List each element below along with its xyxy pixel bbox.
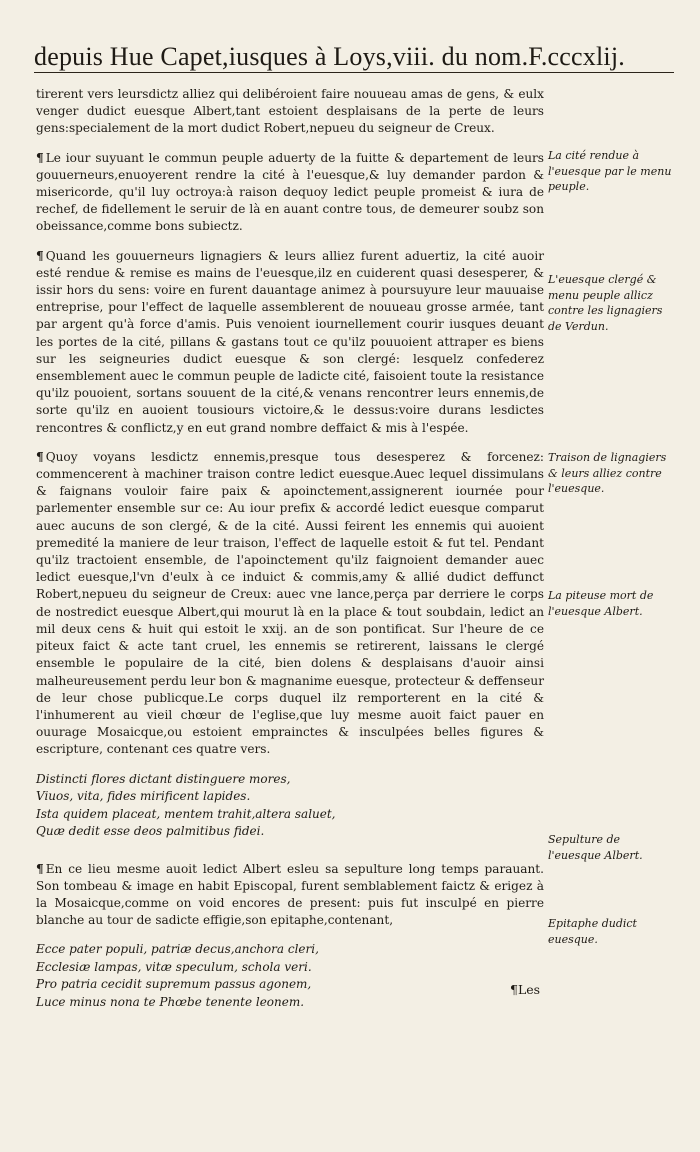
margin-note: La piteuse mort de l'euesque Albert. xyxy=(548,589,654,618)
margin-note: La cité rendue à l'euesque par le menu peuple. xyxy=(548,149,672,193)
pilcrow-4: ¶ xyxy=(36,861,44,876)
verse-line: Distincti flores dictant distinguere mores, xyxy=(36,771,291,786)
verse-line: Ecce pater populi, patriæ decus,anchora cleri, xyxy=(36,942,319,957)
main-text-column xyxy=(36,86,544,1031)
verse-line: Ecclesiæ lampas, vitæ speculum, schola veri. xyxy=(36,959,312,974)
paragraph-4 xyxy=(36,861,544,930)
margin-note: Epitaphe dudict euesque. xyxy=(548,917,637,946)
paragraph-1 xyxy=(36,150,544,236)
catchword: ¶Les xyxy=(510,982,541,997)
paragraph-3 xyxy=(36,449,544,759)
paragraph-2 xyxy=(36,248,544,437)
pilcrow-2: ¶ xyxy=(36,248,44,263)
margin-note: L'euesque clergé & menu peuple allicz contre les lignagiers de Verdun. xyxy=(548,273,663,333)
margin-note: Traison de lignagiers & leurs alliez contre l'euesque. xyxy=(548,451,667,495)
epitaph-verse xyxy=(36,941,544,1011)
mosaic-verse xyxy=(36,771,544,841)
pilcrow-1: ¶ xyxy=(36,150,44,165)
paragraph-4-text: En ce lieu mesme auoit ledict Albert esleu sa sepulture long temps parauant. Son tombeau & image en habit Episcopal, furent semblablement faictz & erigez à la Mosaicque,comme on void encores de present: puis fut insculpé en pierre blanche au tour de sadicte effigie,son epitaphe,contenant, xyxy=(36,861,544,928)
running-header: depuis Hue Capet,iusques à Loys,viii. du nom.F.cccxlij. xyxy=(34,42,674,73)
paragraph-3-text: Quoy voyans lesdictz ennemis,presque tous desesperez & forcenez: commencerent à machiner traison contre ledict euesque.Auec lequel dissimulans & faignans vouloir faire paix & apoinctement,assignerent iournée pour parlementer ensemble sur ce: Au iour prefix & accordé ledict euesque comparut auec aucuns de son clergé, & de la cité. Aussi feirent les ennemis qui auoient premedité la maniere de leur traison, l'effect de laquelle estoit & fut tel. Pendant qu'ilz tractoient ensemble, de l'apoinctement qu'ilz faignoient demander auec ledict euesque,l'vn d'eulx à ce induict & commis,amy & allié dudict deffunct Robert,nepueu du seigneur de Creux: auec vne lance,perça par derriere le corps de nostredict euesque Albert,qui mourut là en la place & tout soubdain, ledict an mil deux cens & huit qui estoit le xxij. an de son pontificat. Sur l'heure de ce piteux faict & acte tant cruel, les ennemis se retirerent, laissans le clergé ensemble le populaire de la cité, bien dolens & desplaisans d'auoir ainsi malheureusement perdu leur bon & magnanime euesque, protecteur & deffenseur de leur chose publicque.Le corps duquel ilz remporterent en la cité & l'inhumerent au vieil chœur de l'eglise,que luy mesme auoit faict pauer en ouurage Mosaicque,ou estoient emprainctes & insculpées belles figures & escripture, contenant ces quatre vers. xyxy=(36,449,544,757)
paragraph-0-text: tirerent vers leursdictz alliez qui delibéroient faire nouueau amas de gens, & eulx venger dudict euesque Albert,tant estoient desplaisans de la perte de leurs gens:specialement de la mort dudict Robert,nepueu du seigneur de Creux. xyxy=(36,87,544,136)
verse-line: Viuos, vita, fides mirificent lapides. xyxy=(36,789,251,804)
margin-note: Sepulture de l'euesque Albert. xyxy=(548,833,643,862)
paragraph-0 xyxy=(36,86,544,138)
verse-line: Pro patria cecidit supremum passus agonem, xyxy=(36,977,312,992)
paragraph-2-text: Quand les gouuerneurs lignagiers & leurs alliez furent aduertiz, la cité auoir esté rendue & remise es mains de l'euesque,ilz en cuiderent quasi desesperer, & issir hors du sens: voire en furent dauantage animez à poursuyure leur mauuaise entreprise, pour l'effect de laquelle assemblerent de nouueau grosse armée, tant par argent qu'à force d'amis. Puis venoient iournellement courir iusques deuant les portes de la cité, pillans & gastans tout ce qu'ilz pouuoient attraper es biens sur les seigneuries dudict euesque & son clergé: lesquelz confederez ensemblement auec le commun peuple de ladicte cité, faisoient toute la resistance qu'ilz pouoient, sortans souuent de la cité,& venans rencontrer leurs ennemis,de sorte qu'ilz en auoient tousiours victoire,& le dessus:voire durans lesdictes rencontres & conflictz,y en eut grand nombre deffaict & mis à l'espée. xyxy=(36,248,544,435)
pilcrow-3: ¶ xyxy=(36,449,44,464)
verse-line: Ista quidem placeat, mentem trahit,altera saluet, xyxy=(36,806,336,821)
paragraph-1-text: Le iour suyuant le commun peuple aduerty de la fuitte & departement de leurs gouuerneurs,enuoyerent rendre la cité à l'euesque,& luy demander pardon & misericorde, qu'il luy octroya:à raison dequoy ledict peuple promeist & iura de rechef, de fidellement le seruir de là en auant contre tous, de demeurer soubz son obeissance,comme bons subiectz. xyxy=(36,150,544,234)
verse-line: Luce minus nona te Phœbe tenente leonem. xyxy=(36,994,305,1009)
verse-line: Quæ dedit esse deos palmitibus fidei. xyxy=(36,824,265,839)
